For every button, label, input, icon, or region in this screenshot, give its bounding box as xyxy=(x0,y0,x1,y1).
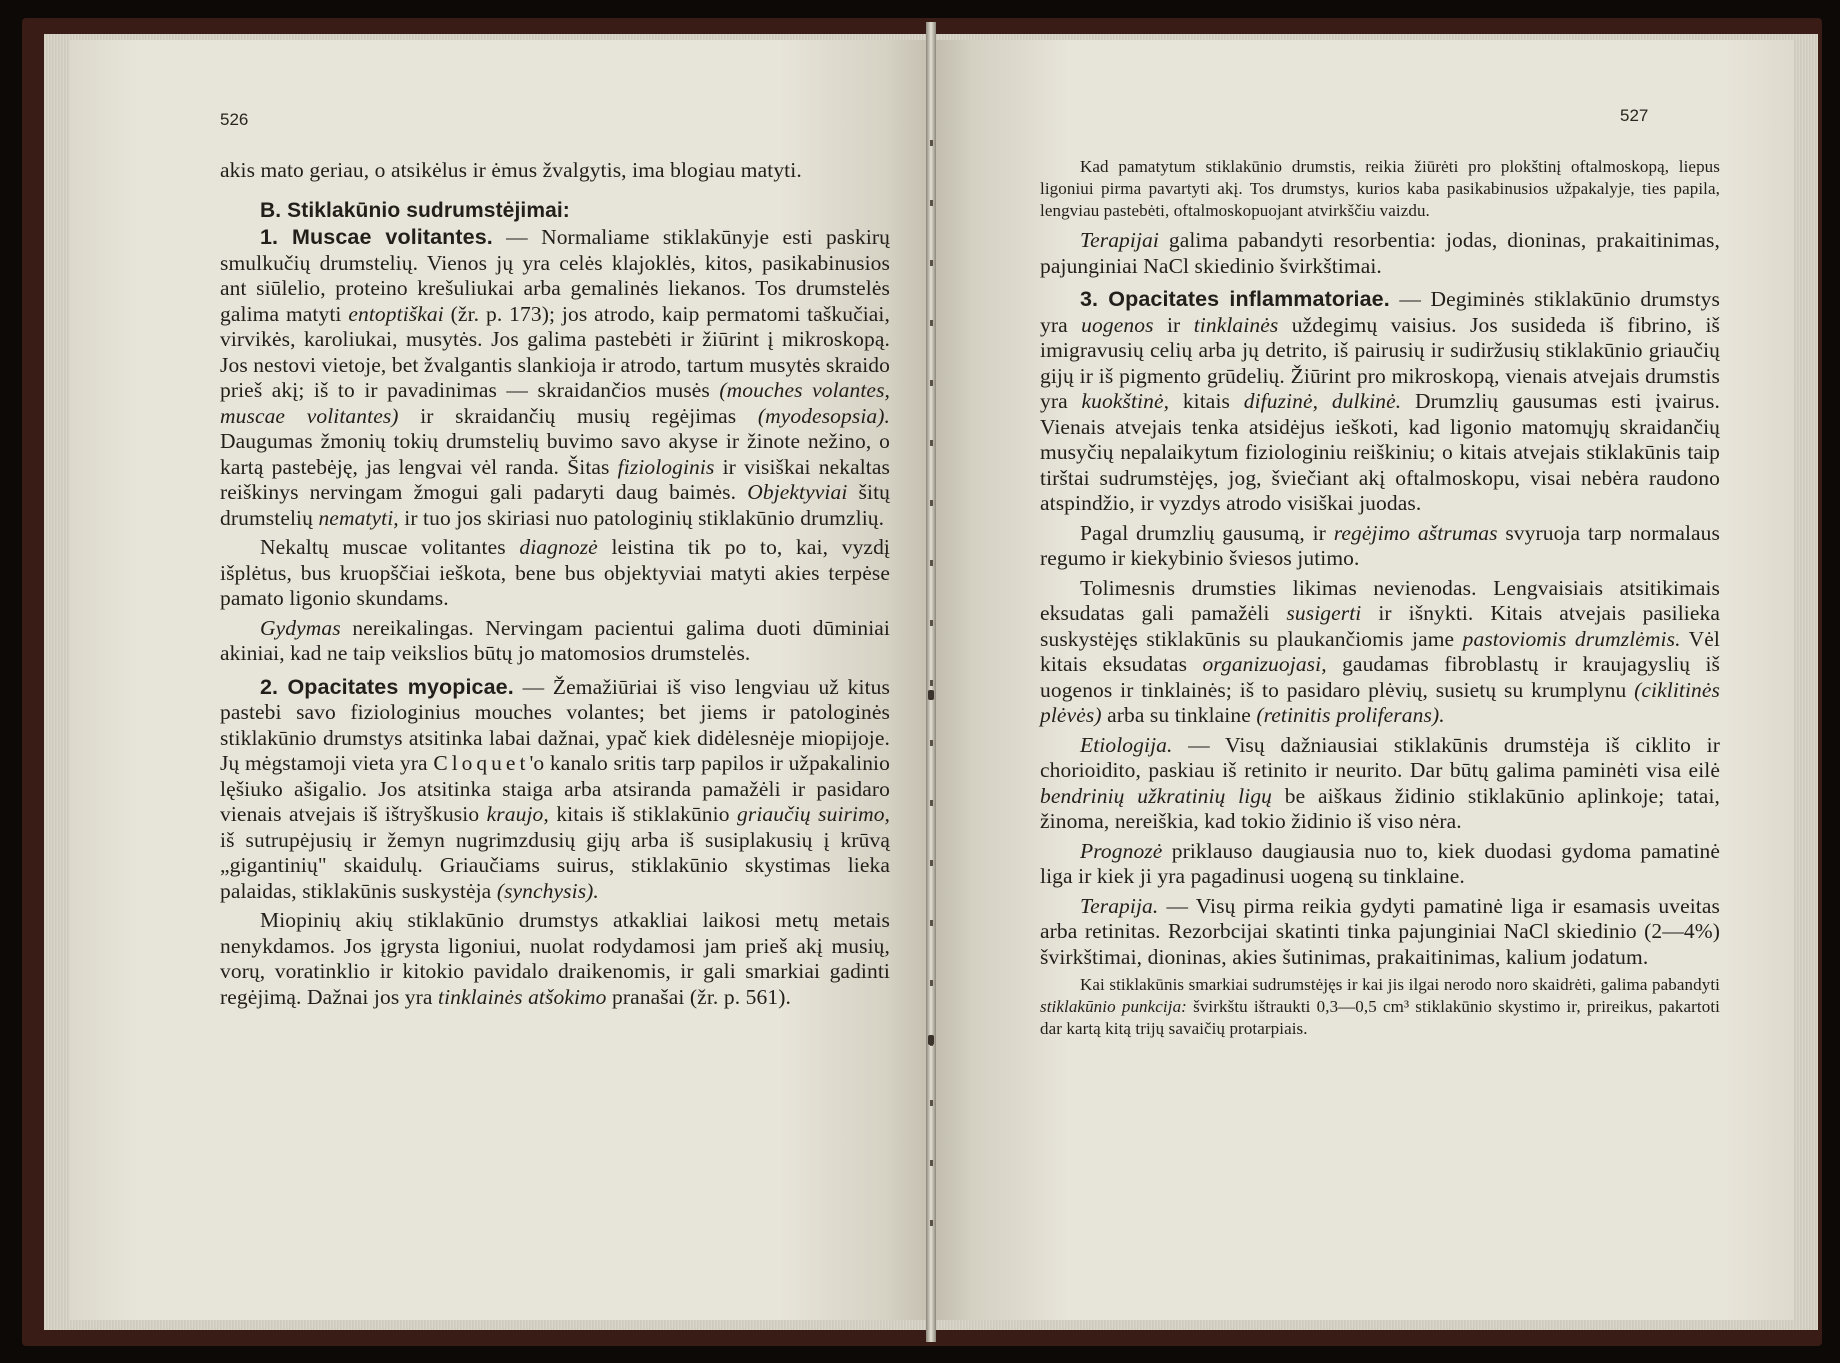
italic-text: griaučių suirimo, xyxy=(737,802,891,826)
paragraph xyxy=(1040,287,1720,517)
small-print-note: Kad pamatytum stiklakūnio drumstis, reikia žiūrėti pro plokštinį oftalmoskopą, liepus ligoniui pirma pavartyti akį. Tos drumstys, kurios kaba pasikabinusios užpakalyje, ties papila, lengviau pastebėti, oftalmoskopuojant atvirkščiu vaizdu. xyxy=(1040,157,1720,220)
italic-text: tinklainės atšokimo xyxy=(438,984,607,1009)
italic-text: organizuojasi, xyxy=(1202,652,1327,676)
text: nereikalingas. Nervingam pacientui galima duoti dūminiai akiniai, kad ne taip veikslios būtų jo matomosios drumstelės. xyxy=(220,615,890,665)
text: Kai stiklakūnis smarkiai sudrumstėjęs ir kai jis ilgai nerodo noro skaidrėti, galima pabandyti xyxy=(1080,975,1720,994)
text: galima pabandyti resorbentia: jodas, dioninas, prakaitinimas, pajunginiai NaCl skiedinio švirkštimai. xyxy=(1040,228,1720,278)
binding-stitch xyxy=(928,1035,934,1045)
small-print-note xyxy=(1040,974,1720,1040)
italic-text: (retinitis proliferans). xyxy=(1256,703,1445,727)
page-number: 527 xyxy=(1620,106,1649,125)
italic-text: regėjimo aštrumas xyxy=(1333,520,1498,545)
subsection-title: 3. Opacitates inflammatoriae. xyxy=(1080,287,1390,311)
italic-text: uogenos xyxy=(1081,312,1154,337)
text: Pagal drumzlių gausumą, ir xyxy=(1080,520,1326,545)
italic-text: diagnozė xyxy=(519,535,598,559)
italic-text: pastoviomis drumzlėmis. xyxy=(1462,626,1681,651)
italic-text: (ciklitinės plėvės) xyxy=(1040,677,1721,727)
text: — Degiminės stiklakūnio drumstys yra xyxy=(1040,287,1720,337)
paragraph xyxy=(220,535,890,612)
italic-text: susigerti xyxy=(1286,601,1362,625)
italic-text: kuokštinė, xyxy=(1081,389,1170,413)
italic-text: kraujo, xyxy=(486,802,549,826)
italic-text: difuzinė, dulkinė. xyxy=(1243,389,1402,413)
italic-text: fiziologinis xyxy=(617,454,715,479)
italic-text: (myodesopsia). xyxy=(757,403,890,428)
italic-text: Terapijai xyxy=(1080,228,1159,252)
paragraph xyxy=(220,616,890,667)
text: Tolimesnis drumsties likimas nevienodas. Lengvaisiais atsitikimais eksudatas gali pamažėli xyxy=(1040,575,1720,625)
paragraph xyxy=(220,908,890,1010)
text: svyruoja tarp normalaus regumo ir kiekybinio šviesos jutimo. xyxy=(1040,520,1721,570)
paragraph xyxy=(1040,894,1720,971)
text: ir xyxy=(1166,312,1181,337)
text: Nekaltų muscae volitantes xyxy=(260,535,506,559)
italic-text: (mouches volantes, muscae volitantes) xyxy=(220,378,891,428)
right-page xyxy=(930,40,1794,1320)
paragraph: akis mato geriau, o atsikėlus ir ėmus žvalgytis, ima blogiau matyti. xyxy=(220,158,802,182)
section-heading: B. Stiklakūnio sudrumstėjimai: xyxy=(260,198,570,222)
text: švirkštu ištraukti 0,3—0,5 cm³ stiklakūnio skystimo ir, prireikus, pakartoti dar kartą kitą trijų savaičių protarpiais. xyxy=(1040,997,1720,1038)
text: — Žemažiūriai iš viso lengviau už kitus pastebi savo fiziologinius mouches volantes; bet jiems ir patologinės stiklakūnio drumstys atsitinka labai dažnai, ypač kiek didėlesnėje miopijoje. Jų mėgstamoji vieta yra xyxy=(220,674,890,775)
paragraph xyxy=(1040,576,1720,729)
paragraph xyxy=(1040,839,1720,890)
text: Daugumas žmonių tokių drumstelių buvimo savo akyse ir žinote nežino, o kartą pastebėję, jas lengvai vėl randa. Šitas xyxy=(220,429,890,479)
paragraph xyxy=(1040,521,1720,572)
text: leistina tik po to, kai, vyzdį išplėtus, bus kruopščiai ieškota, bene bus objektyviai matyti akies terpėse pamato ligonio skundams. xyxy=(220,535,890,610)
italic-text: Etiologija. xyxy=(1080,732,1173,757)
text: ir visiškai nekaltas reiškinys nervingam žmogui gali padaryti daug baimės. xyxy=(220,454,890,504)
text: Vėl kitais eksudatas xyxy=(1040,626,1720,676)
italic-text: stiklakūnio punkcija: xyxy=(1040,997,1187,1016)
text: 'o kanalo sritis tarp papilos ir užpakalinio lęšiuko ašigalio. Jos atsitinka staiga arba atsiranda pamažėli ir pasidaro vienais atvejais iš ištryškusio xyxy=(220,751,890,826)
text: ir tuo jos skiriasi nuo patologinių stiklakūnio drumzlių. xyxy=(404,505,885,530)
text: šitų drumstelių xyxy=(220,480,890,530)
text: priklauso daugiausia nuo to, kiek duodasi gydoma pamatinė liga ir kiek ji yra pagadinusi uogeną su tinklaine. xyxy=(1040,838,1720,888)
paragraph xyxy=(220,225,890,531)
paragraph xyxy=(220,675,890,905)
spaced-name: Cloquet xyxy=(433,751,530,775)
subsection-title: 1. Muscae volitantes. xyxy=(260,225,493,249)
left-column xyxy=(220,158,890,1014)
italic-text: Prognozė xyxy=(1080,838,1163,863)
text: pranašai (žr. p. 561). xyxy=(612,984,791,1009)
italic-text: Gydymas xyxy=(260,615,341,640)
italic-text: (synchysis). xyxy=(496,878,599,903)
text: uždegimų vaisius. Jos susideda iš fibrino, iš imigravusių celių arba jų detrito, iš pairusių ir sudiržusių stiklakūnio griaučių gijų ir iš pigmento grūdelių. Žiūrint pro mikroskopą, vienais atvejais drumstis yra xyxy=(1040,312,1720,413)
subsection-title: 2. Opacitates myopicae. xyxy=(260,674,514,699)
left-page xyxy=(70,40,936,1320)
italic-text: tinklainės xyxy=(1193,312,1279,337)
text: arba su tinklaine xyxy=(1107,703,1251,727)
paragraph xyxy=(1040,228,1720,279)
paragraph xyxy=(1040,733,1720,835)
italic-text: entoptiškai xyxy=(348,301,444,326)
text: iš sutrupėjusių ir žemyn nugrimzdusių gijų arba iš susiplakusių į krūvą „gigantinių" skaidulų. Griaučiams suirus, stiklakūnio skystimas lieka palaidas, stiklakūnis suskystėja xyxy=(220,827,890,903)
text: Miopinių akių stiklakūnio drumstys atkakliai laikosi metų metais nenykdamos. Jos įgrysta ligoniui, nuolat rodydamosi jam prieš akį musių, vorų, voratinklio ir kitokio pavidalo draikenomis, ir gali smarkiai gadinti regėjimą. Dažnai jos yra xyxy=(220,908,890,1009)
italic-text: nematyti, xyxy=(318,505,399,530)
binding-stitch xyxy=(928,690,934,700)
text: kitais xyxy=(1182,389,1230,413)
text: ir skraidančių musių regėjimas xyxy=(420,403,737,428)
text: (žr. p. 173); jos atrodo, kaip permatomi taškučiai, virvikės, karoliukai, musytės. Jos galima pastebėti ir žiūrint į mikroskopą. Jos nestovi vietoje, bet žvalgantis slankioja ir atrodo, tartum musytės skraido prieš akį; iš to ir pavadinimas — skraidančios musės xyxy=(220,301,890,402)
text: be aiškaus židinio stiklakūnio aplinkoje; tatai, žinoma, nereiškia, kad tokio židinio iš viso nėra. xyxy=(1040,783,1720,833)
italic-text: Objektyviai xyxy=(747,480,848,504)
text: — Visų dažniausiai stiklakūnis drumstėja iš ciklito ir chorioidito, paskiau iš retinito ir neurito. Dar būtų galima paminėti visa eilė xyxy=(1040,732,1720,782)
text: — Normaliame stiklakūnyje esti paskirų smulkučių drumstelių. Vienos jų yra celės klajoklės, kitos, pasikabinusios ant siūlelio, proteino krešuliukai arba gemalinės liekanos. Tos drumstelės galima matyti xyxy=(220,225,890,326)
italic-text: bendrinių užkratinių ligų xyxy=(1040,783,1273,808)
italic-text: Terapija. xyxy=(1080,893,1159,918)
right-column xyxy=(1040,156,1720,1046)
text: Drumzlių gausumas esti įvairus. Vienais atvejais tenka atsidėjus ieškoti, kad ligonio matomųjų skraidančių musyčių nepalaikytum fiziologiniu reiškiniu; o kitais atvejais stiklakūnis taip tirštai sudrumstėjęs, jog, šviečiant akį oftalmoskopu, visai nebėra raudono atspindžio, ir vyzdys atrodo visiškai juodas. xyxy=(1040,389,1720,515)
text: gaudamas fibroblastų ir kraujagyslių iš uogenos ir tinklainės; iš to pasidaro plėvių, susietų su krumplynu xyxy=(1040,652,1721,702)
text: ir išnykti. Kitais atvejais pasilieka suskystėjęs stiklakūnis su plaukančiomis jame xyxy=(1040,601,1720,651)
page-number: 526 xyxy=(220,110,249,129)
text: — Visų pirma reikia gydyti pamatinė liga ir esamasis uveitas arba retinitas. Rezorbcijai skatinti tinka pajunginiai NaCl skiedinio (2—4%) švirkštimai, dioninas, akies šutinimas, prakaitinimas, kalium jodatum. xyxy=(1040,893,1720,969)
text: kitais iš stiklakūnio xyxy=(556,802,730,826)
